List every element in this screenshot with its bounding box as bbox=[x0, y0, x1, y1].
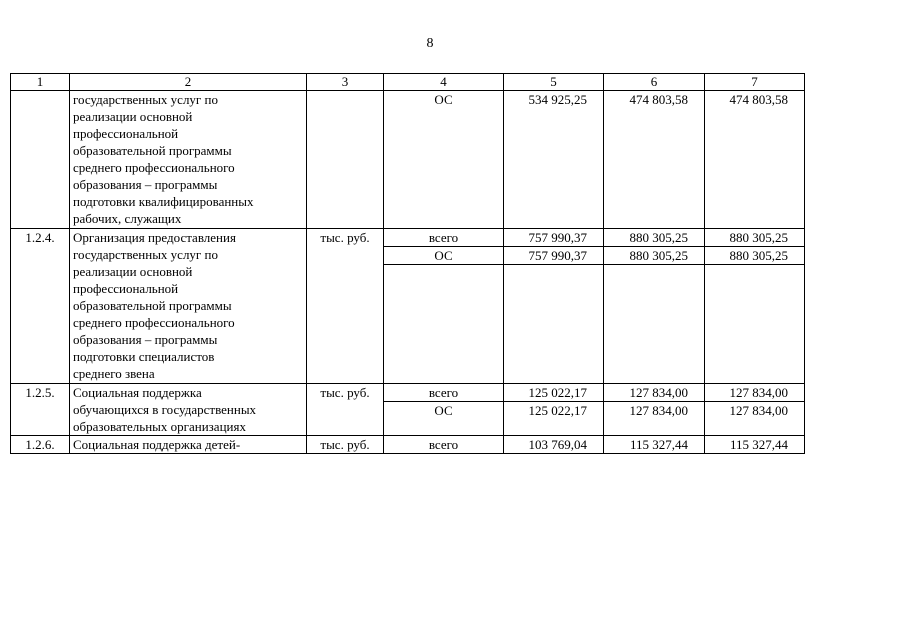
name-line: образовательной программы bbox=[73, 298, 232, 313]
value-col7: 880 305,25 bbox=[705, 247, 805, 265]
name-line: Социальная поддержка bbox=[73, 385, 202, 400]
header-col-4: 4 bbox=[384, 74, 504, 91]
empty-cell bbox=[384, 265, 504, 384]
empty-cell bbox=[705, 265, 805, 384]
name-line: среднего звена bbox=[73, 366, 155, 381]
name-line: государственных услуг по bbox=[73, 92, 218, 107]
row-number-cell: 1.2.5. bbox=[11, 384, 70, 436]
name-line: профессиональной bbox=[73, 126, 179, 141]
name-line: образовательных организациях bbox=[73, 419, 246, 434]
value-col5: 757 990,37 bbox=[504, 247, 604, 265]
page-number: 8 bbox=[426, 36, 434, 51]
value-col7: 115 327,44 bbox=[705, 436, 805, 454]
name-line: образования – программы bbox=[73, 177, 218, 192]
row-name-cell bbox=[70, 436, 307, 454]
value-col5: 103 769,04 bbox=[504, 436, 604, 454]
header-col-6: 6 bbox=[604, 74, 705, 91]
header-col-5: 5 bbox=[504, 74, 604, 91]
value-col6: 127 834,00 bbox=[604, 384, 705, 402]
name-line: государственных услуг по bbox=[73, 247, 218, 262]
source-cell: всего bbox=[384, 384, 504, 402]
row-number-cell: 1.2.4. bbox=[11, 229, 70, 384]
row-name-cell bbox=[70, 229, 307, 384]
table-row bbox=[11, 384, 805, 402]
name-line: образовательной программы bbox=[73, 143, 232, 158]
row-number-cell bbox=[11, 91, 70, 229]
name-line: рабочих, служащих bbox=[73, 211, 182, 226]
value-col6: 880 305,25 bbox=[604, 247, 705, 265]
unit-cell bbox=[307, 91, 384, 229]
value-col5: 757 990,37 bbox=[504, 229, 604, 247]
value-col7: 127 834,00 bbox=[705, 402, 805, 436]
unit-cell: тыс. руб. bbox=[307, 229, 384, 384]
name-line: подготовки специалистов bbox=[73, 349, 215, 364]
budget-table bbox=[10, 73, 805, 454]
value-col6: 880 305,25 bbox=[604, 229, 705, 247]
name-line: реализации основной bbox=[73, 264, 193, 279]
name-line: подготовки квалифицированных bbox=[73, 194, 254, 209]
name-line: среднего профессионального bbox=[73, 160, 235, 175]
name-line: Социальная поддержка детей- bbox=[73, 437, 241, 452]
source-cell: ОС bbox=[384, 402, 504, 436]
header-col-2: 2 bbox=[70, 74, 307, 91]
header-row bbox=[11, 74, 805, 91]
value-col6: 127 834,00 bbox=[604, 402, 705, 436]
row-name-cell bbox=[70, 91, 307, 229]
row-name-cell bbox=[70, 384, 307, 436]
value-col6: 115 327,44 bbox=[604, 436, 705, 454]
name-line: профессиональной bbox=[73, 281, 179, 296]
empty-cell bbox=[504, 265, 604, 384]
table-row bbox=[11, 229, 805, 247]
table-row bbox=[11, 436, 805, 454]
value-col7: 880 305,25 bbox=[705, 229, 805, 247]
unit-cell: тыс. руб. bbox=[307, 436, 384, 454]
value-col5: 125 022,17 bbox=[504, 402, 604, 436]
value-col6: 474 803,58 bbox=[604, 91, 705, 229]
value-col5: 534 925,25 bbox=[504, 91, 604, 229]
name-line: Организация предоставления bbox=[73, 230, 236, 245]
table-row bbox=[11, 91, 805, 229]
source-cell: ОС bbox=[384, 247, 504, 265]
source-cell: всего bbox=[384, 436, 504, 454]
unit-cell: тыс. руб. bbox=[307, 384, 384, 436]
source-cell: ОС bbox=[384, 91, 504, 229]
header-col-7: 7 bbox=[705, 74, 805, 91]
value-col7: 127 834,00 bbox=[705, 384, 805, 402]
name-line: обучающихся в государственных bbox=[73, 402, 257, 417]
value-col7: 474 803,58 bbox=[705, 91, 805, 229]
row-number-cell: 1.2.6. bbox=[11, 436, 70, 454]
name-line: среднего профессионального bbox=[73, 315, 235, 330]
header-col-3: 3 bbox=[307, 74, 384, 91]
value-col5: 125 022,17 bbox=[504, 384, 604, 402]
name-line: реализации основной bbox=[73, 109, 193, 124]
source-cell: всего bbox=[384, 229, 504, 247]
empty-cell bbox=[604, 265, 705, 384]
name-line: образования – программы bbox=[73, 332, 218, 347]
header-col-1: 1 bbox=[11, 74, 70, 91]
